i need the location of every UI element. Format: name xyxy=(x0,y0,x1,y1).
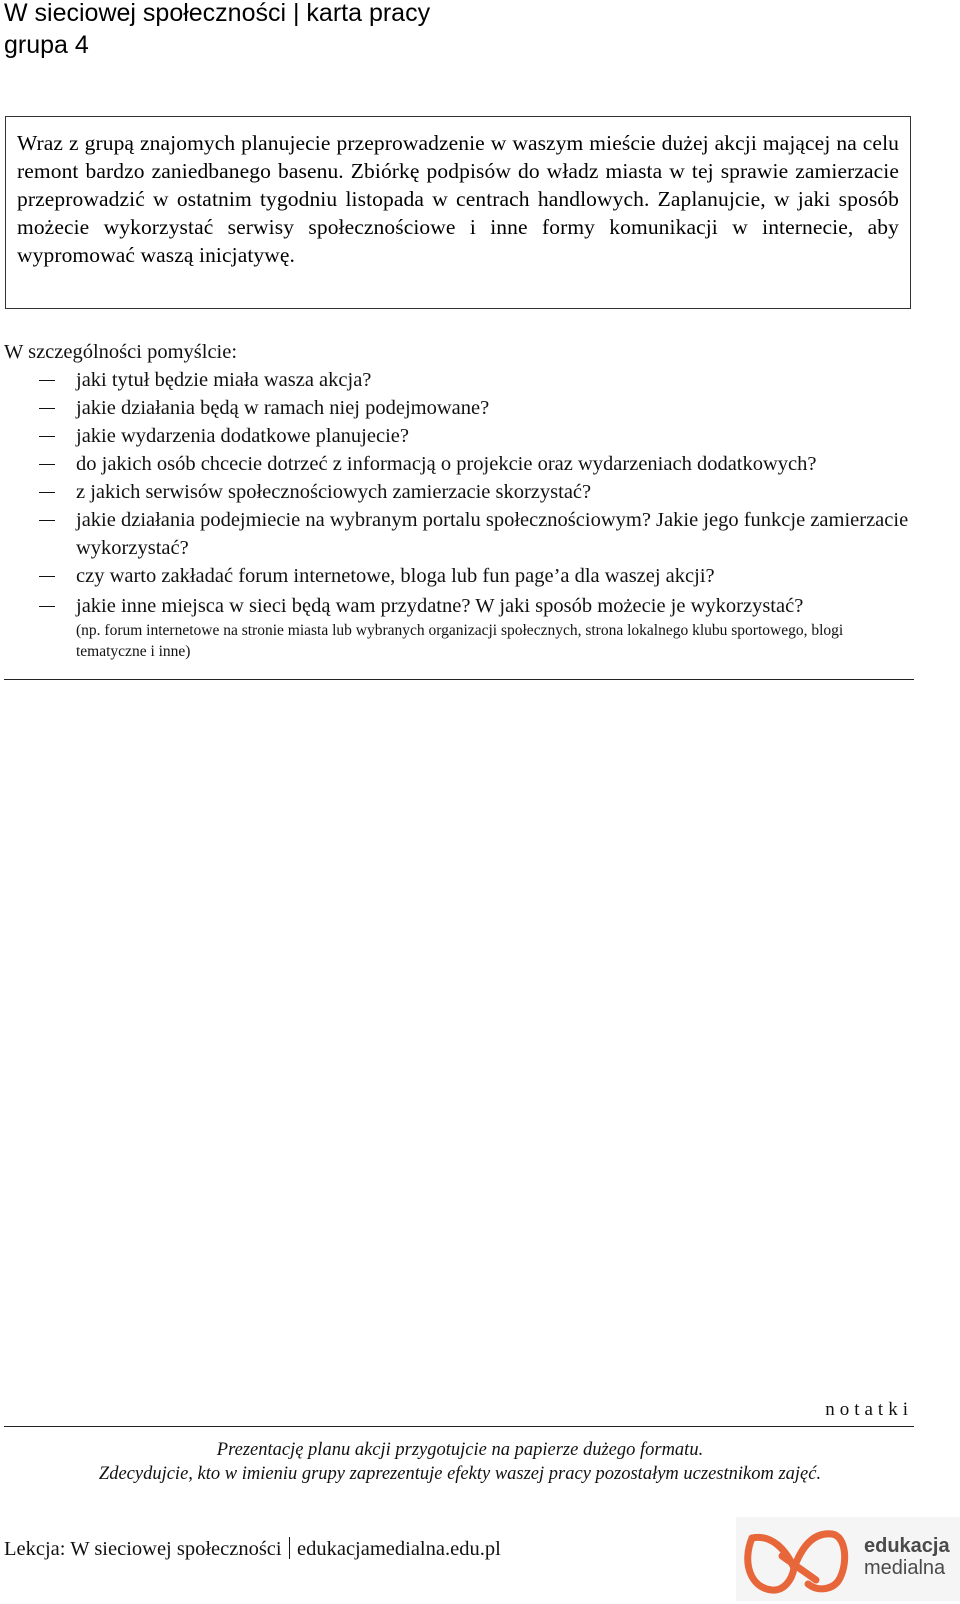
list-item: jakie działania podejmiecie na wybranym portalu społecznościowym? Jakie jego funkcje zamierzacie wykorzystać? xyxy=(0,506,930,562)
logo-mark-icon xyxy=(742,1522,852,1598)
logo-wordmark-bottom: medialna xyxy=(864,1557,946,1579)
presenter-instruction: Zdecydujcie, kto w imieniu grupy zaprezentuje efekty waszej pracy pozostałym uczestnikom zajęć. xyxy=(98,1464,822,1484)
list-item: z jakich serwisów społecznościowych zamierzacie skorzystać? xyxy=(0,478,930,506)
dash-bullet-icon xyxy=(39,464,55,465)
list-item: jakie wydarzenia dodatkowe planujecie? xyxy=(0,422,930,450)
presentation-instruction: Prezentację planu akcji przygotujcie na papierze dużego formatu. xyxy=(216,1440,704,1460)
logo-wordmark-top: edukacja xyxy=(864,1535,950,1557)
questions-list xyxy=(0,366,930,662)
footer-site-link: edukacjamedialna.edu.pl xyxy=(297,1538,501,1560)
list-item: jakie działania będą w ramach niej podejmowane? xyxy=(0,394,930,422)
dash-bullet-icon xyxy=(39,576,55,577)
group-label: grupa 4 xyxy=(4,31,89,59)
dash-bullet-icon xyxy=(39,520,55,521)
dash-bullet-icon xyxy=(39,436,55,437)
list-item: czy warto zakładać forum internetowe, bloga lub fun page’a dla waszej akcji? xyxy=(0,562,930,590)
task-box xyxy=(5,116,911,309)
list-item: jaki tytuł będzie miała wasza akcja? xyxy=(0,366,930,394)
notes-label: notatki xyxy=(825,1399,913,1420)
questions-intro: W szczególności pomyślcie: xyxy=(4,341,238,363)
dash-bullet-icon xyxy=(39,492,55,493)
footer xyxy=(4,1536,501,1562)
task-description: Wraz z grupą znajomych planujecie przeprowadzenie w waszym mieście dużej akcji mającej na celu remont bardzo zaniedbanego basenu. Zbiórkę podpisów do władz miasta w tej sprawie zamierzacie przeprowadzić w ostatnim tygodniu listopada w centrach handlowych. Zaplanujcie, w jaki sposób możecie wykorzystać serwisy społecznościowe i inne formy komunikacji w internecie, aby wypromować waszą inicjatywę. xyxy=(17,131,899,267)
notes-area-top-divider xyxy=(4,679,914,680)
dash-bullet-icon xyxy=(39,380,55,381)
list-item: jakie inne miejsca w sieci będą wam przydatne? W jaki sposób możecie je wykorzystać? (np. forum internetowe na stronie miasta lub wybranych organizacji społecznych, strona lokalnego klubu sportowego, blogi tematyczne i inne) xyxy=(0,592,930,662)
edukacja-medialna-logo xyxy=(736,1517,960,1601)
footer-separator xyxy=(289,1537,290,1559)
notes-area-bottom-divider xyxy=(4,1426,914,1427)
footer-lesson: Lekcja: W sieciowej społeczności xyxy=(4,1538,282,1560)
page-title: W sieciowej społeczności | karta pracy xyxy=(4,0,431,27)
list-item-note: (np. forum internetowe na stronie miasta lub wybranych organizacji społecznych, strona lokalnego klubu sportowego, blogi tematyczne i inne) xyxy=(76,622,844,660)
dash-bullet-icon xyxy=(39,408,55,409)
list-item: do jakich osób chcecie dotrzeć z informacją o projekcie oraz wydarzeniach dodatkowych? xyxy=(0,450,930,478)
dash-bullet-icon xyxy=(39,606,55,607)
